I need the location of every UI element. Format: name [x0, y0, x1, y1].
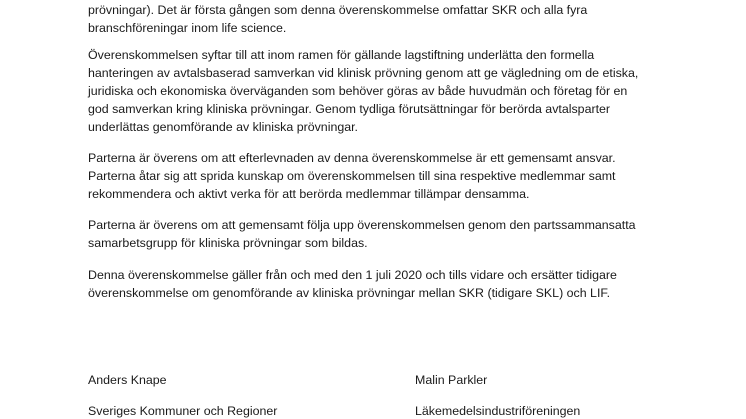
signatory-right-name: Malin Parkler — [415, 373, 488, 387]
paragraph-line: god samverkan kring kliniska prövningar. Genom tydliga förutsättningar för berörda avtalsparter — [88, 102, 611, 116]
signatory-left-organization: Sveriges Kommuner och Regioner — [88, 404, 278, 418]
paragraph-follow-up — [88, 216, 668, 252]
paragraph-line: överenskommelse om genomförande av kliniska prövningar mellan SKR (tidigare SKL) och LIF. — [88, 286, 611, 300]
paragraph-line: juridiska och ekonomiska överväganden som behöver göras av både huvudmän och företag för en — [88, 84, 628, 98]
paragraph-intro-continuation — [88, 1, 668, 37]
paragraph-line: branschföreningar inom life science. — [88, 21, 287, 35]
signatory-left-name: Anders Knape — [88, 373, 167, 387]
paragraph-line: hanteringen av avtalsbaserad samverkan vid klinisk prövning genom att ge vägledning om de etiska, — [88, 66, 639, 80]
paragraph-line: Parterna åtar sig att sprida kunskap om överenskommelsen till sina respektive medlemmar samt — [88, 169, 616, 183]
paragraph-line: underlättas genomförande av kliniska prövningar. — [88, 120, 359, 134]
paragraph-line: prövningar). Det är första gången som denna överenskommelse omfattar SKR och alla fyra — [88, 3, 588, 17]
paragraph-validity — [88, 266, 668, 302]
paragraph-line: Överenskommelsen syftar till att inom ramen för gällande lagstiftning underlätta den formella — [88, 48, 595, 62]
paragraph-purpose — [88, 46, 668, 136]
paragraph-responsibility — [88, 149, 668, 203]
paragraph-line: Denna överenskommelse gäller från och med den 1 juli 2020 och tills vidare och ersätter tidigare — [88, 268, 617, 282]
signatory-right-organization: Läkemedelsindustriföreningen — [415, 404, 581, 418]
paragraph-line: Parterna är överens om att efterlevnaden av denna överenskommelse är ett gemensamt ansvar. — [88, 151, 616, 165]
paragraph-line: samarbetsgrupp för kliniska prövningar som bildas. — [88, 236, 368, 250]
paragraph-line: rekommendera och aktivt verka för att berörda medlemmar tillämpar densamma. — [88, 187, 530, 201]
paragraph-line: Parterna är överens om att gemensamt följa upp överenskommelsen genom den partssammansatta — [88, 218, 636, 232]
